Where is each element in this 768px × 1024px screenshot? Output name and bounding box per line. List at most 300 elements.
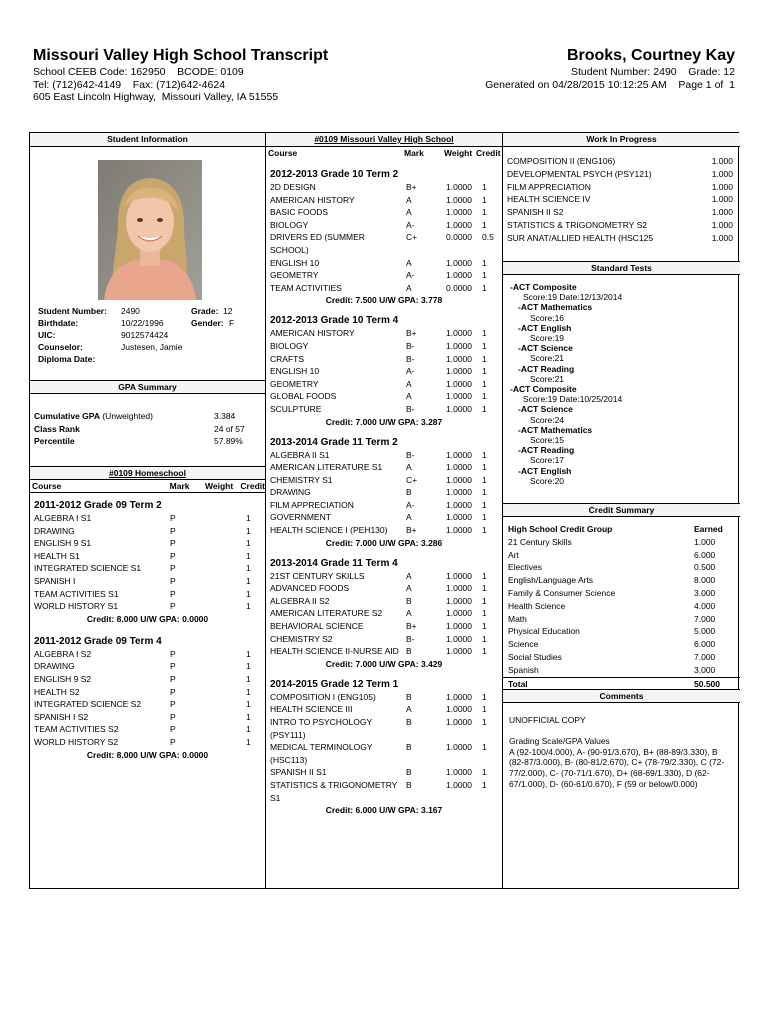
course-credit: 1 [246, 661, 251, 672]
course-weight: 1.0000 [446, 512, 472, 523]
course-name: 2D DESIGN [270, 182, 316, 192]
course-credit: 1 [482, 328, 487, 339]
uic-value: 9012574424 [121, 330, 169, 340]
course-credit: 1 [246, 686, 251, 697]
course-credit: 1 [482, 525, 487, 536]
course-weight: 1.0000 [446, 704, 472, 715]
wip-row [503, 181, 740, 194]
course-mark: B [406, 646, 412, 657]
course-name: HEALTH SCIENCE II-NURSE AID [270, 646, 399, 657]
course-mark: B [406, 767, 412, 778]
course-weight: 1.0000 [446, 525, 472, 536]
course-weight: 1.0000 [446, 742, 472, 753]
wip-row [503, 206, 740, 219]
credit-group-earned: 7.000 [694, 613, 716, 624]
course-weight [210, 562, 246, 575]
course-credit: 1 [482, 378, 487, 389]
course-name: DRAWING [270, 487, 311, 498]
course-credit: 1 [482, 462, 487, 473]
course-credit: 1 [482, 608, 487, 619]
course-row [30, 711, 265, 724]
test-line: Score:19 Date:10/25/2014 [523, 394, 623, 405]
course-name: COMPOSITION I (ENG105) [270, 691, 376, 702]
course-name: ALGEBRA II S1 [270, 449, 330, 460]
test-line: Score:20 [530, 475, 565, 486]
course-credit: 1 [246, 525, 251, 536]
course-mark: A- [406, 499, 415, 510]
course-mark: P [170, 575, 176, 586]
term-credit-gpa: Credit: 8.000 U/W GPA: 0.0000 [86, 749, 209, 760]
course-mark: B [406, 742, 412, 753]
course-row [30, 575, 265, 588]
course-mark: P [170, 724, 176, 735]
course-row [266, 645, 502, 658]
wip-row [503, 155, 740, 168]
course-row [266, 570, 502, 583]
course-name: SPANISH II S1 [270, 767, 327, 778]
course-mark: B- [406, 403, 415, 414]
course-name: INTRO TO PSYCHOLOGY (PSY111) [270, 717, 373, 740]
course-row [266, 620, 502, 633]
course-weight [210, 575, 246, 588]
course-mark: A [406, 378, 412, 389]
course-mark: B [406, 595, 412, 606]
wip-row [503, 193, 740, 206]
wip-course-name: FILM APPRECIATION [507, 181, 591, 192]
test-line: -ACT Composite [510, 384, 577, 395]
course-mark: B+ [406, 328, 417, 339]
course-row [266, 486, 502, 499]
ceeb-code-line: School CEEB Code: 162950 BCODE: 0109 [33, 66, 244, 78]
term-title: 2011-2012 Grade 09 Term 2 [34, 500, 162, 511]
cumulative-gpa-label: Cumulative GPA [34, 411, 100, 421]
credit-group-earned: 6.000 [694, 639, 716, 650]
course-row [30, 600, 265, 613]
credit-group-row [503, 625, 740, 638]
wip-course-credit: 1.000 [711, 232, 733, 243]
course-row [266, 340, 502, 353]
course-credit: 1 [246, 724, 251, 735]
course-name: BIOLOGY [270, 219, 309, 230]
course-weight: 1.0000 [446, 194, 472, 205]
grading-scale-text: A (92-100/4.000), A- (90-91/3.670), B+ (88-89/3.330), B (82-87/3.000), B- (80-81/2.670), C+ (78-79/2.330), C (72-77/2.000), C- (70-71/1.670), D+ (68-69/1.330), D (62-67/1.000), D- (60-61/0.670), F (59 or below/0.000) [509, 746, 725, 789]
course-mark: P [170, 711, 176, 722]
course-weight: 0.0000 [446, 282, 472, 293]
course-row [266, 779, 502, 804]
course-mark: A [406, 608, 412, 619]
course-row [266, 582, 502, 595]
percentile-value: 57.89% [214, 436, 243, 446]
course-credit: 1 [246, 736, 251, 747]
course-name: BIOLOGY [270, 340, 309, 351]
student-info-grid [38, 305, 234, 365]
course-row [266, 474, 502, 487]
course-row [266, 703, 502, 716]
grade-label: Grade: [191, 306, 219, 316]
standard-tests-list [503, 282, 740, 486]
course-mark: B+ [406, 621, 417, 632]
credit-group-name: Math [508, 613, 527, 624]
course-name: HEALTH S2 [34, 686, 80, 697]
phone-fax-line: Tel: (712)642-4149 Fax: (712)642-4624 [33, 78, 226, 91]
course-credit: 1 [246, 513, 251, 523]
course-weight: 1.0000 [446, 182, 472, 192]
course-weight: 1.0000 [446, 767, 472, 778]
term-title: 2014-2015 Grade 12 Term 1 [270, 678, 399, 690]
mvhs-header: #0109 Missouri Valley High School [266, 133, 502, 147]
transcript-header-student [485, 46, 735, 91]
course-row [30, 723, 265, 736]
test-line: -ACT English [518, 465, 572, 476]
course-weight: 1.0000 [446, 717, 472, 727]
standard-tests-header: Standard Tests [503, 261, 740, 275]
test-line: Score:21 [530, 373, 565, 384]
homeschool-terms [30, 499, 265, 761]
credit-group-row [503, 549, 740, 562]
course-credit: 1 [482, 353, 487, 364]
course-name: ENGLISH 9 S1 [34, 538, 92, 549]
course-credit: 1 [482, 487, 487, 498]
course-weight [210, 588, 246, 601]
gpa-summary-header: GPA Summary [30, 380, 265, 394]
course-mark: A [406, 257, 412, 268]
weight-col-header: Weight [444, 148, 473, 158]
course-col-header: Course [32, 481, 62, 491]
birthdate-value: 10/22/1996 [121, 318, 164, 328]
course-name: DRAWING [34, 661, 75, 672]
course-row [30, 537, 265, 550]
course-credit: 1 [482, 583, 487, 594]
counselor-value: Justesen, Jamie [121, 342, 183, 352]
course-row [266, 231, 502, 256]
course-row [266, 461, 502, 474]
course-mark: B- [406, 340, 415, 351]
test-line: -ACT Mathematics [518, 302, 593, 313]
student-photo [98, 160, 202, 300]
course-row [30, 648, 265, 661]
credit-group-name: Electives [508, 562, 543, 573]
comments-section [503, 689, 740, 790]
wip-course-credit: 1.000 [711, 194, 733, 205]
percentile-label: Percentile [34, 436, 75, 446]
credit-group-row [503, 613, 740, 626]
course-credit: 1 [482, 340, 487, 351]
column-right [503, 133, 740, 888]
course-name: WORLD HISTORY S2 [34, 736, 119, 747]
term-title: 2012-2013 Grade 10 Term 4 [270, 315, 399, 327]
course-credit: 1 [482, 742, 487, 753]
wip-course-credit: 1.000 [711, 207, 733, 218]
course-name: HEALTH S1 [34, 550, 80, 561]
standard-tests-section [503, 261, 740, 486]
term-block [266, 678, 502, 816]
credit-group-earned: 6.000 [694, 549, 716, 560]
term-title: 2011-2012 Grade 09 Term 4 [34, 635, 162, 647]
term-credit-gpa: Credit: 7.500 U/W GPA: 3.778 [325, 295, 443, 306]
course-name: ENGLISH 9 S2 [34, 673, 92, 684]
course-name: AMERICAN LITERATURE S1 [270, 462, 383, 473]
course-weight: 1.0000 [446, 391, 472, 402]
term-credit-gpa: Credit: 6.000 U/W GPA: 3.167 [325, 805, 443, 816]
course-name: BEHAVIORAL SCIENCE [270, 621, 364, 632]
course-name: CHEMISTRY S2 [270, 633, 333, 644]
course-row [30, 698, 265, 711]
course-name: GEOMETRY [270, 270, 319, 281]
course-name: AMERICAN HISTORY [270, 194, 355, 205]
test-line: -ACT Mathematics [518, 424, 593, 435]
course-row [30, 562, 265, 575]
test-line: -ACT Science [518, 343, 573, 354]
credit-group-row [503, 651, 740, 664]
course-mark: A- [406, 366, 415, 377]
course-mark: P [170, 525, 176, 536]
course-credit: 1 [482, 403, 487, 414]
test-line: Score:19 Date:12/13/2014 [523, 292, 623, 303]
diploma-date-value [121, 353, 191, 365]
credit-group-row [503, 600, 740, 613]
course-weight: 1.0000 [446, 633, 472, 644]
course-credit: 1 [482, 717, 487, 727]
term-block [30, 499, 265, 625]
course-weight: 1.0000 [446, 353, 472, 364]
course-name: INTEGRATED SCIENCE S2 [34, 699, 142, 710]
course-credit: 1 [482, 779, 487, 790]
course-row [30, 525, 265, 538]
gender-label: Gender: [191, 318, 224, 328]
course-mark: P [170, 673, 176, 684]
course-mark: C+ [406, 474, 418, 485]
comments-header: Comments [503, 689, 740, 703]
test-line: Score:15 [530, 435, 565, 446]
generated-date: Generated on 04/28/2015 10:12:25 AM Page 1 of 1 [485, 78, 735, 91]
wip-course-name: HEALTH SCIENCE IV [507, 194, 591, 205]
course-name: ALGEBRA I S2 [34, 648, 92, 659]
course-row [266, 181, 502, 194]
course-weight: 1.0000 [446, 378, 472, 389]
wip-course-name: DEVELOPMENTAL PSYCH (PSY121) [507, 168, 652, 179]
course-row [266, 282, 502, 295]
course-name: ALGEBRA I S1 [34, 513, 92, 523]
test-line: Score:19 [530, 333, 565, 344]
credit-col-header: Credit [476, 148, 501, 158]
test-line: -ACT Composite [510, 282, 577, 292]
course-row [266, 219, 502, 232]
course-mark: P [170, 513, 176, 523]
credit-group-name: Science [508, 639, 539, 650]
course-mark: A [406, 194, 412, 205]
course-credit: 1 [246, 575, 251, 586]
credit-group-name: Spanish [508, 664, 539, 675]
course-mark: P [170, 699, 176, 710]
course-weight [210, 600, 246, 613]
course-row [30, 673, 265, 686]
course-name: ALGEBRA II S2 [270, 595, 330, 606]
course-weight: 1.0000 [446, 462, 472, 473]
course-credit: 1 [482, 257, 487, 268]
course-row [266, 524, 502, 537]
credit-total-value: 50.500 [694, 678, 720, 689]
course-credit: 1 [246, 601, 251, 612]
page-title: Missouri Valley High School Transcript [33, 47, 329, 64]
course-name: GEOMETRY [270, 378, 319, 389]
term-block [266, 557, 502, 670]
course-row [266, 766, 502, 779]
wip-course-credit: 1.000 [711, 181, 733, 192]
course-name: ADVANCED FOODS [270, 583, 350, 594]
course-weight: 0.0000 [446, 232, 472, 243]
course-row [266, 403, 502, 416]
credit-summary-header: Credit Summary [503, 503, 740, 517]
course-credit: 1 [482, 570, 487, 581]
course-mark: P [170, 661, 176, 672]
credit-group-earned: 7.000 [694, 651, 716, 662]
course-mark: B+ [406, 182, 417, 192]
course-row [266, 511, 502, 524]
course-mark: P [170, 601, 176, 612]
course-mark: A [406, 583, 412, 594]
course-credit: 0.5 [482, 232, 494, 243]
course-row [266, 194, 502, 207]
course-weight [210, 512, 246, 525]
course-name: SPANISH I S2 [34, 711, 89, 722]
course-mark: P [170, 538, 176, 549]
credit-group-row [503, 638, 740, 651]
course-row [266, 206, 502, 219]
term-credit-gpa: Credit: 7.000 U/W GPA: 3.287 [325, 416, 443, 427]
course-credit: 1 [482, 391, 487, 402]
credit-group-row [503, 664, 740, 677]
course-name: BASIC FOODS [270, 207, 329, 218]
term-credit-gpa: Credit: 8.000 U/W GPA: 0.0000 [86, 613, 209, 624]
course-mark: B [406, 717, 412, 727]
course-mark: A [406, 462, 412, 473]
course-credit: 1 [482, 704, 487, 715]
course-credit: 1 [482, 194, 487, 205]
course-weight [210, 648, 246, 661]
credit-group-header: High School Credit Group [508, 524, 613, 534]
term-block [266, 168, 502, 306]
course-credit: 1 [482, 219, 487, 230]
course-name: CHEMISTRY S1 [270, 474, 333, 485]
student-information-header: Student Information [30, 133, 265, 147]
homeschool-column-headers [30, 480, 265, 493]
unofficial-copy-text: UNOFFICIAL COPY [509, 715, 586, 725]
term-title: 2013-2014 Grade 11 Term 2 [270, 436, 398, 448]
credit-group-earned: 3.000 [694, 664, 716, 675]
course-name: DRIVERS ED (SUMMER SCHOOL) [270, 232, 365, 255]
course-name: SPANISH I [34, 575, 76, 586]
course-credit: 1 [246, 588, 251, 599]
course-credit: 1 [482, 633, 487, 644]
course-mark: P [170, 648, 176, 659]
course-mark: B [406, 487, 412, 498]
course-credit: 1 [246, 563, 251, 574]
credit-group-name: Art [508, 549, 519, 560]
course-credit: 1 [482, 621, 487, 632]
course-name: 21ST CENTURY SKILLS [270, 570, 365, 581]
course-name: CRAFTS [270, 353, 304, 364]
wip-course-name: SUR ANAT/ALLIED HEALTH (HSC125 [507, 232, 654, 243]
earned-header: Earned [694, 524, 723, 534]
test-line: -ACT Science [518, 404, 573, 415]
course-name: WORLD HISTORY S1 [34, 601, 119, 612]
course-weight [210, 525, 246, 538]
course-weight [210, 673, 246, 686]
course-row [30, 686, 265, 699]
course-row [266, 269, 502, 282]
course-credit: 1 [482, 474, 487, 485]
course-weight: 1.0000 [446, 403, 472, 414]
credit-group-name: 21 Century Skills [508, 536, 572, 547]
credit-group-earned: 8.000 [694, 575, 716, 586]
course-row [266, 449, 502, 462]
course-weight: 1.0000 [446, 583, 472, 594]
course-row [30, 512, 265, 525]
diploma-date-label: Diploma Date: [38, 354, 96, 364]
course-name: AMERICAN LITERATURE S2 [270, 608, 383, 619]
course-row [266, 499, 502, 512]
course-weight: 1.0000 [446, 608, 472, 619]
credit-summary-list [503, 536, 740, 677]
course-weight [210, 698, 246, 711]
transcript-frame [29, 132, 739, 889]
grade-value: 12 [223, 306, 233, 316]
course-weight [210, 660, 246, 673]
student-name: Brooks, Courtney Kay [566, 47, 735, 64]
wip-row [503, 168, 740, 181]
course-mark: B [406, 779, 412, 790]
course-credit: 1 [482, 207, 487, 218]
grading-scale-title: Grading Scale/GPA Values [509, 735, 610, 746]
course-credit: 1 [482, 691, 487, 702]
work-in-progress-header: Work In Progress [503, 133, 740, 147]
course-weight: 1.0000 [446, 257, 472, 268]
credit-group-name: Physical Education [508, 626, 580, 637]
mvhs-column-headers [266, 147, 502, 160]
course-name: SCULPTURE [270, 403, 322, 414]
course-mark: A [406, 391, 412, 402]
course-row [266, 378, 502, 391]
course-row [266, 607, 502, 620]
course-row [30, 660, 265, 673]
course-row [30, 588, 265, 601]
credit-group-name: Family & Consumer Science [508, 587, 616, 598]
wip-course-name: SPANISH II S2 [507, 207, 564, 218]
test-line: -ACT Reading [518, 363, 575, 374]
student-photo-image [98, 160, 202, 300]
homeschool-header: #0109 Homeschool [30, 466, 265, 480]
course-mark: B- [406, 449, 415, 460]
class-rank-label: Class Rank [34, 423, 80, 434]
class-rank-value: 24 of 57 [214, 423, 245, 434]
course-mark: P [170, 563, 176, 574]
course-weight: 1.0000 [446, 340, 472, 351]
course-weight: 1.0000 [446, 366, 472, 377]
cumulative-gpa-value: 3.384 [214, 411, 236, 421]
course-mark: P [170, 686, 176, 697]
cumulative-gpa-note: (Unweighted) [102, 411, 153, 421]
work-in-progress-list [503, 155, 740, 245]
course-row [266, 390, 502, 403]
term-title: 2012-2013 Grade 10 Term 2 [270, 169, 399, 180]
gender-value: F [229, 318, 235, 328]
credit-col-header: Credit [240, 481, 265, 491]
course-row [266, 365, 502, 378]
credit-group-earned: 5.000 [694, 626, 716, 637]
course-mark: B- [406, 353, 415, 364]
course-credit: 1 [246, 699, 251, 710]
course-name: TEAM ACTIVITIES S2 [34, 724, 119, 735]
